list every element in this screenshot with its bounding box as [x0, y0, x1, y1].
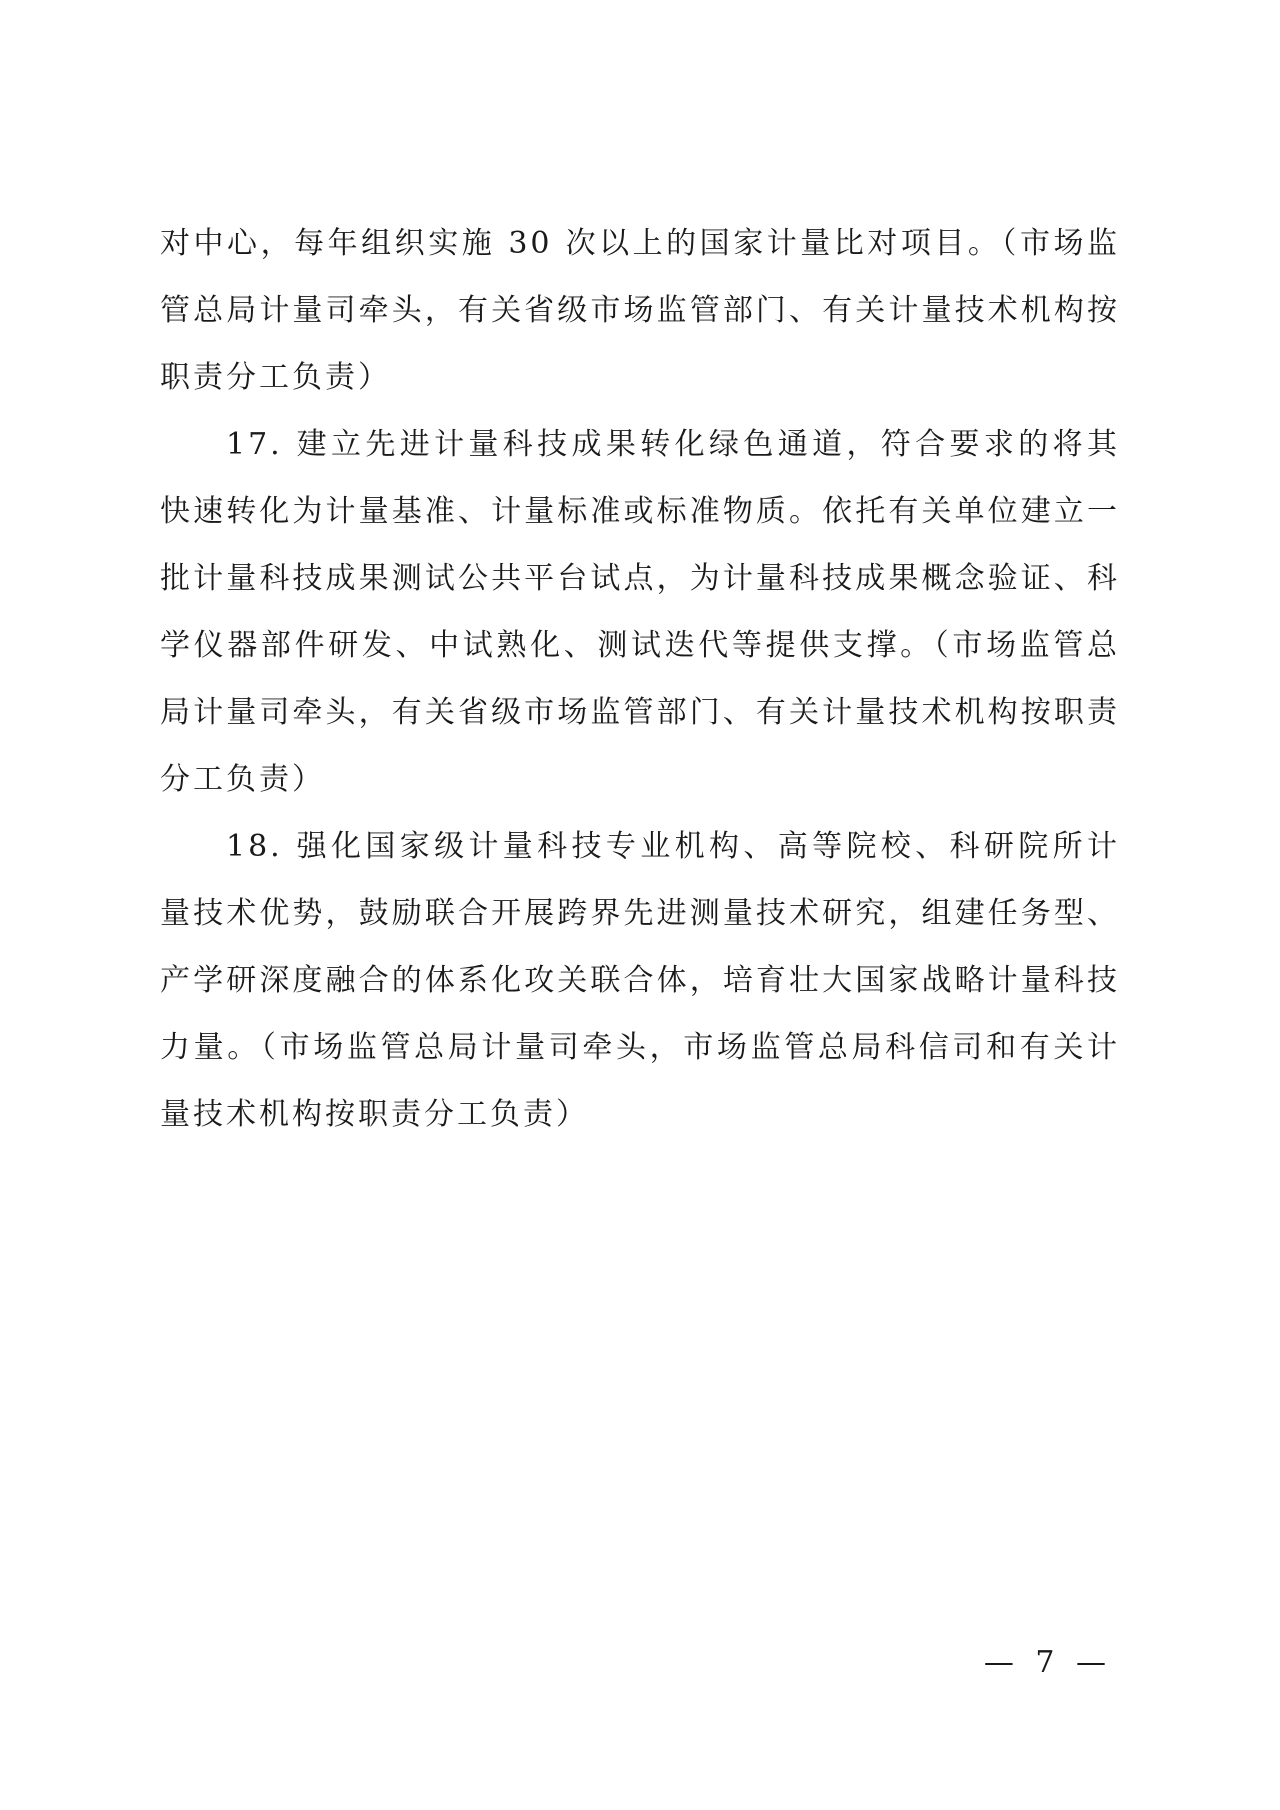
- paragraph-item-17: 17. 建立先进计量科技成果转化绿色通道，符合要求的将其快速转化为计量基准、计量标准或标准物质。依托有关单位建立一批计量科技成果测试公共平台试点，为计量科技成果概念验证、科学仪器部件研发、中试熟化、测试迭代等提供支撑。（市场监管总局计量司牵头，有关省级市场监管部门、有关计量技术机构按职责分工负责）: [160, 427, 1120, 797]
- body-text: [160, 210, 1120, 1148]
- paragraph-item-18: 18. 强化国家级计量科技专业机构、高等院校、科研院所计量技术优势，鼓励联合开展跨界先进测量技术研究，组建任务型、产学研深度融合的体系化攻关联合体，培育壮大国家战略计量科技力量。（市场监管总局计量司牵头，市场监管总局科信司和有关计量技术机构按职责分工负责）: [160, 829, 1120, 1132]
- page-number: — 7 —: [983, 1645, 1112, 1680]
- paragraph-continuation: 对中心，每年组织实施 30 次以上的国家计量比对项目。（市场监管总局计量司牵头，有关省级市场监管部门、有关计量技术机构按职责分工负责）: [160, 226, 1120, 395]
